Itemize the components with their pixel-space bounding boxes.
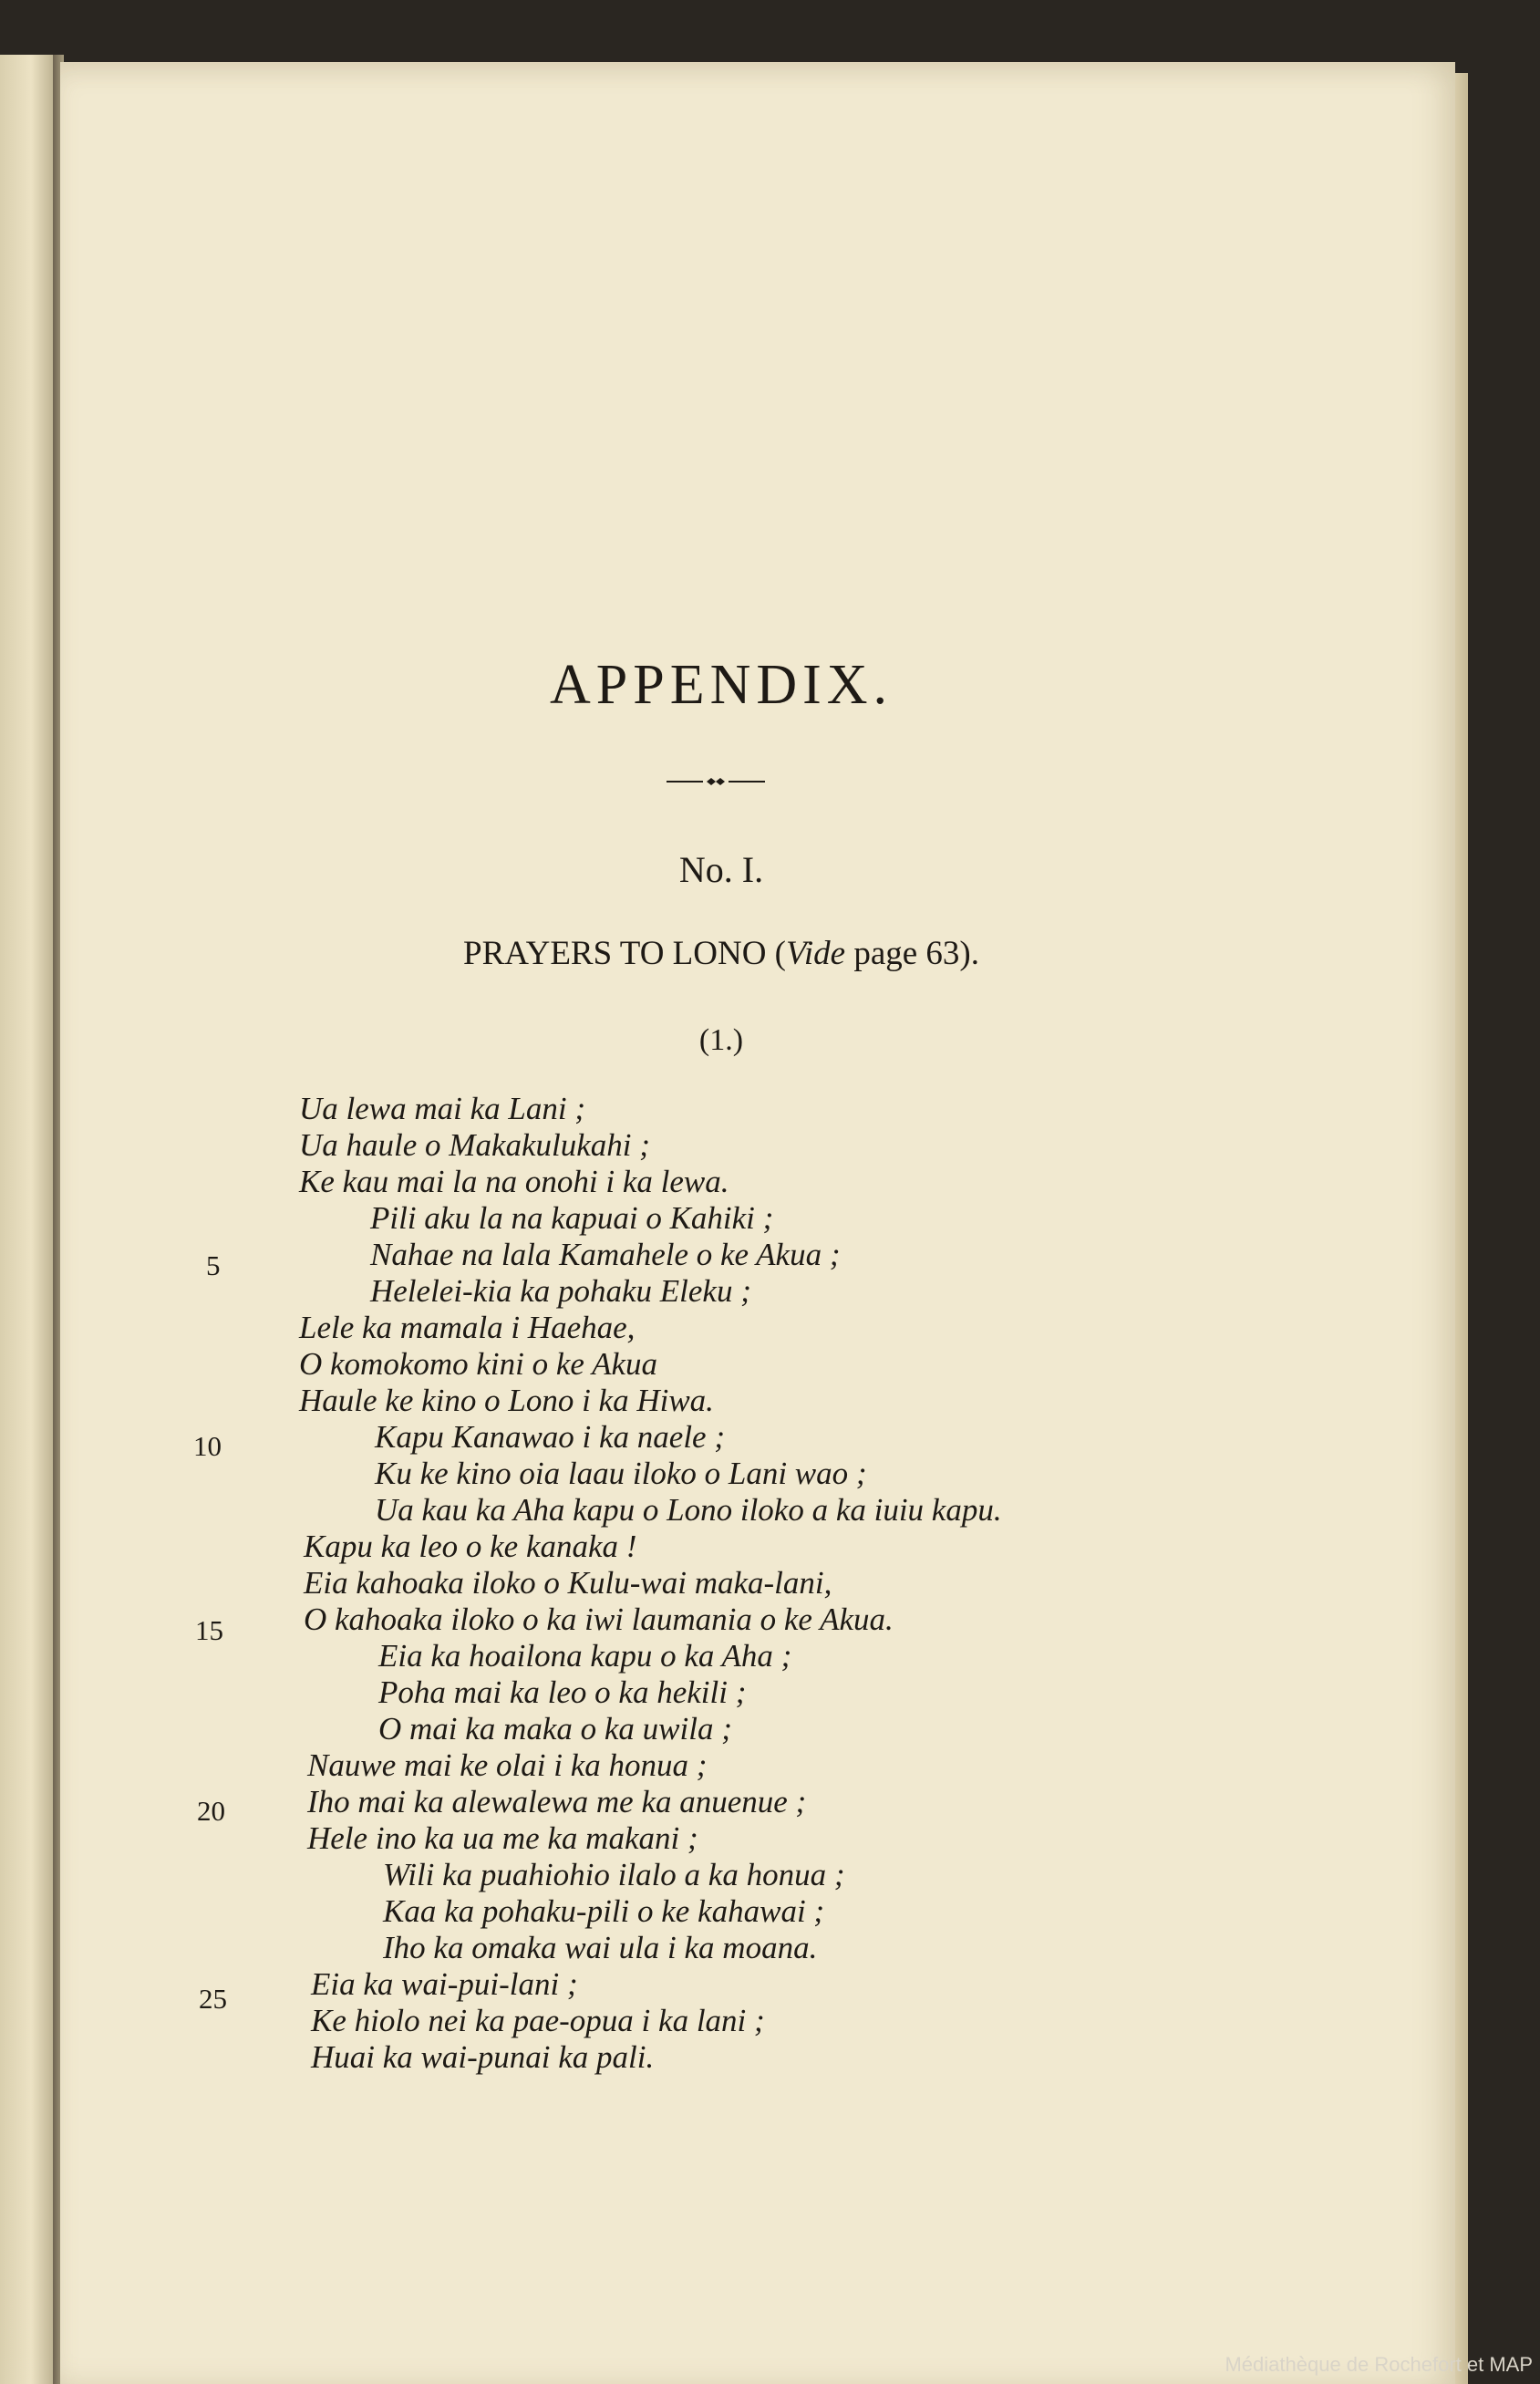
appendix-title: APPENDIX. (549, 654, 894, 716)
section-title-prefix: PRAYERS TO LONO ( (463, 935, 786, 972)
verse-line: Eia ka hoailona kapu o ka Aha ; (378, 1638, 792, 1674)
verse-line: Huai ka wai-punai ka pali. (311, 2039, 655, 2075)
line-number: 20 (197, 1795, 225, 1827)
stanza-label: (1.) (698, 1023, 744, 1057)
verse-line: Kapu ka leo o ke kanaka ! (304, 1529, 637, 1564)
line-number: 25 (199, 1983, 227, 2015)
section-title-vide: Vide (786, 935, 846, 972)
section-title (60, 934, 1382, 973)
line-number: 5 (206, 1249, 221, 1281)
left-page-edge (0, 55, 57, 2384)
book-page (60, 62, 1455, 2384)
verse-line: Kapu Kanawao i ka naele ; (375, 1419, 725, 1455)
verse-line: Ke kau mai la na onohi i ka lewa. (299, 1164, 729, 1199)
library-credit: Médiathèque de Rochefort et MAP (1225, 2353, 1533, 2376)
verse-line: Pili aku la na kapuai o Kahiki ; (370, 1200, 774, 1236)
verse-line: Nauwe mai ke olai i ka honua ; (307, 1747, 708, 1783)
verse-line: Haule ke kino o Lono i ka Hiwa. (299, 1383, 714, 1418)
verse-line: Poha mai ka leo o ka hekili ; (378, 1674, 747, 1710)
verse-line: Wili ka puahiohio ilalo a ka honua ; (383, 1857, 845, 1892)
line-number: 15 (195, 1614, 223, 1646)
verse-line: Eia ka wai-pui-lani ; (311, 1966, 578, 2002)
verse-line: O mai ka maka o ka uwila ; (378, 1711, 732, 1747)
page-stack-edge (1455, 73, 1468, 2384)
verse-line: Iho ka omaka wai ula i ka moana. (383, 1930, 818, 1965)
verse-line: Kaa ka pohaku-pili o ke kahawai ; (383, 1893, 825, 1929)
verse-line: Ku ke kino oia laau iloko o Lani wao ; (375, 1456, 867, 1491)
verse-line: Eia kahoaka iloko o Kulu-wai maka-lani, (304, 1565, 832, 1601)
verse-line: Hele ino ka ua me ka makani ; (307, 1820, 698, 1856)
verse-line: Helelei-kia ka pohaku Eleku ; (370, 1273, 751, 1309)
ornament-divider-icon (667, 775, 765, 788)
verse-line: Ua haule o Makakulukahi ; (299, 1127, 650, 1163)
verse-line: Iho mai ka alewalewa me ka anuenue ; (307, 1784, 807, 1819)
verse-line: O komokomo kini o ke Akua (299, 1346, 657, 1382)
verse-line: Ke hiolo nei ka pae-opua i ka lani ; (311, 2003, 765, 2038)
verse-line: Ua kau ka Aha kapu o Lono iloko a ka iuiu kapu. (375, 1492, 1002, 1528)
section-title-suffix: page 63). (845, 935, 979, 972)
line-number: 10 (193, 1430, 222, 1462)
verse-line: O kahoaka iloko o ka iwi laumania o ke Akua. (304, 1601, 894, 1637)
verse-line: Ua lewa mai ka Lani ; (299, 1091, 586, 1126)
verse-line: Nahae na lala Kamahele o ke Akua ; (370, 1237, 841, 1272)
verse-line: Lele ka mamala i Haehae, (299, 1310, 636, 1345)
section-number: No. I. (678, 849, 764, 890)
